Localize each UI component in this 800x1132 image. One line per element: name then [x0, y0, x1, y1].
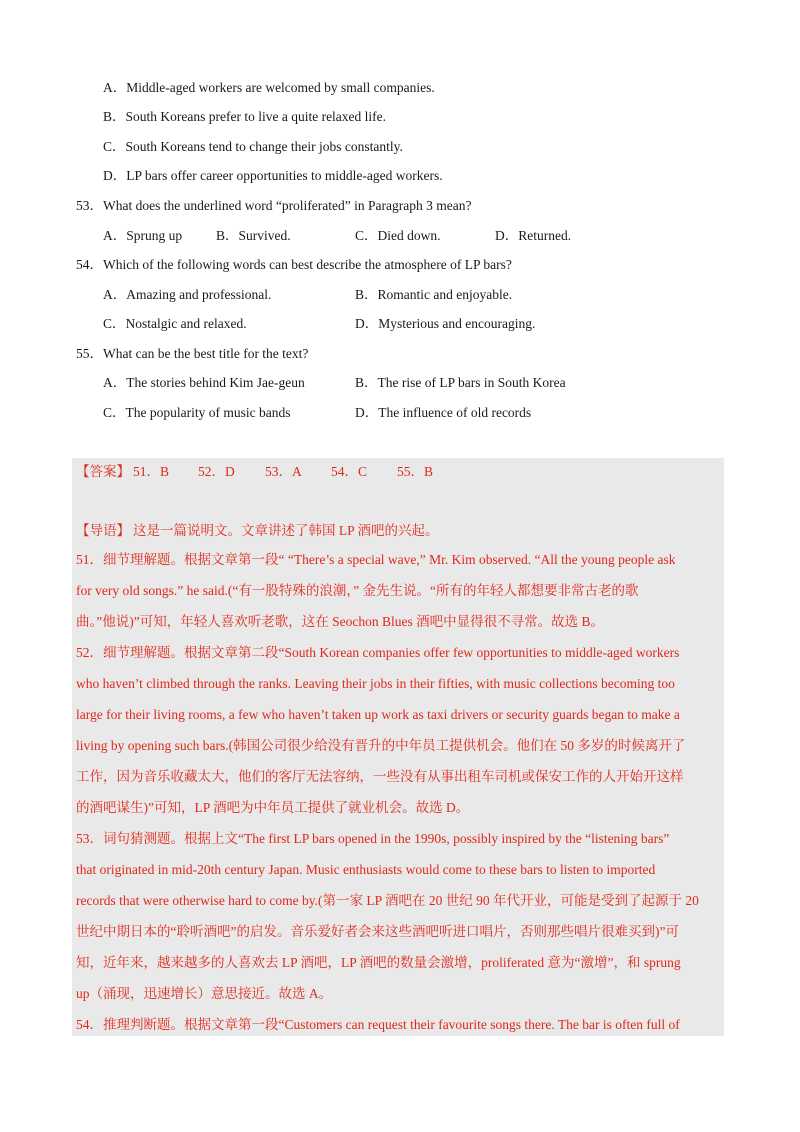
q54-option-d: D．Mysterious and encouraging. [355, 316, 536, 331]
q55-stem: 55．What can be the best title for the text? [76, 346, 309, 361]
explanation-line: living by opening such bars.(韩国公司很少给没有晋升的中年员工提供机会。他们在 50 多岁的时候离开了 [76, 738, 686, 753]
explanation-line: 51．细节理解题。根据文章第一段“ “There’s a special wave,” Mr. Kim observed. “All the young people ask [76, 552, 676, 567]
explanation-line: 54．推理判断题。根据文章第一段“Customers can request their favourite songs there. The bar is often full of [76, 1017, 680, 1032]
explanation-line: records that were otherwise hard to come by.(第一家 LP 酒吧在 20 世纪 90 年代开业，可能是受到了起源于 20 [76, 893, 699, 908]
q52-option-d: D．LP bars offer career opportunities to middle-aged workers. [103, 168, 443, 183]
explanation-line: 52．细节理解题。根据文章第二段“South Korean companies offer few opportunities to middle-aged workers [76, 645, 680, 660]
answer-53: 53．A [265, 464, 302, 479]
answer-54: 54．C [331, 464, 368, 479]
q54-option-b: B．Romantic and enjoyable. [355, 287, 513, 302]
lead-text: 这是一篇说明文。文章讲述了韩国 LP 酒吧的兴起。 [133, 523, 439, 538]
answer-55: 55．B [397, 464, 434, 479]
q53-option-b: B．Survived. [216, 228, 291, 243]
answer-52: 52．D [198, 464, 235, 479]
q52-option-b: B．South Koreans prefer to live a quite relaxed life. [103, 109, 387, 124]
explanation-line: 工作，因为音乐收藏太大，他们的客厅无法容纳，一些没有从事出租车司机或保安工作的人开始开这样 [76, 769, 684, 784]
q55-option-b: B．The rise of LP bars in South Korea [355, 375, 566, 390]
explanation-line: who haven’t climbed through the ranks. Leaving their jobs in their fifties, with music collections becoming too [76, 676, 675, 691]
explanation-line: 知，近年来，越来越多的人喜欢去 LP 酒吧，LP 酒吧的数量会激增，proliferated 意为“激增”，和 sprung [76, 955, 681, 970]
explanation-line: 的酒吧谋生)”可知，LP 酒吧为中年员工提供了就业机会。故选 D。 [76, 800, 470, 815]
q55-option-d: D．The influence of old records [355, 405, 532, 420]
q54-stem: 54．Which of the following words can best describe the atmosphere of LP bars? [76, 257, 512, 272]
q52-option-c: C．South Koreans tend to change their jobs constantly. [103, 139, 403, 154]
q53-stem: 53．What does the underlined word “proliferated” in Paragraph 3 mean? [76, 198, 472, 213]
q55-option-a: A．The stories behind Kim Jae-geun [103, 375, 305, 390]
explanation-line: 世纪中期日本的“聆听酒吧”的启发。音乐爱好者会来这些酒吧听进口唱片，否则那些唱片很难买到)”可 [76, 924, 679, 939]
q53-option-c: C．Died down. [355, 228, 441, 243]
explanation-line: 曲。”他说)”可知，年轻人喜欢听老歌，这在 Seochon Blues 酒吧中显得很不寻常。故选 B。 [76, 614, 604, 629]
answer-51: 51．B [133, 464, 170, 479]
lead-label: 【导语】 [76, 523, 130, 538]
q54-option-c: C．Nostalgic and relaxed. [103, 316, 247, 331]
explanation-line: large for their living rooms, a few who haven’t taken up work as taxi drivers or security guards began to make a [76, 707, 680, 722]
q53-option-d: D．Returned. [495, 228, 572, 243]
explanation-line: for very old songs.” he said.(“有一股特殊的浪潮，” 金先生说。“所有的年轻人都想要非常古老的歌 [76, 583, 639, 598]
explanation-line: that originated in mid-20th century Japan. Music enthusiasts would come to these bars to listen to imported [76, 862, 656, 877]
q55-option-c: C．The popularity of music bands [103, 405, 291, 420]
explanation-line: 53．词句猜测题。根据上文“The first LP bars opened in the 1990s, possibly inspired by the “listening bars” [76, 831, 670, 846]
q52-option-a: A．Middle-aged workers are welcomed by small companies. [103, 80, 435, 95]
explanation-line: up（涌现，迅速增长）意思接近。故选 A。 [76, 986, 333, 1001]
q54-option-a: A．Amazing and professional. [103, 287, 272, 302]
q53-option-a: A．Sprung up [103, 228, 183, 243]
answer-label: 【答案】 [76, 464, 130, 479]
